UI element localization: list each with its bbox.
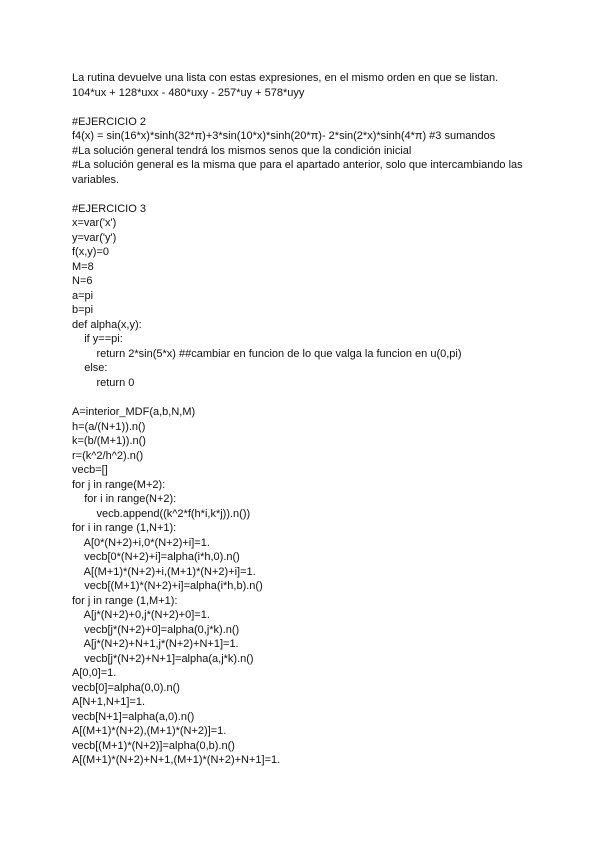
text-line: f4(x) = sin(16*x)*sinh(32*π)+3*sin(10*x)*sinh(20*π)- 2*sin(2*x)*sinh(4*π) #3 sumandos — [72, 130, 496, 143]
text-line: vecb[(M+1)*(N+2)]=alpha(0,b).n() — [72, 739, 235, 752]
text-line: vecb[0*(N+2)+i]=alpha(i*h,0).n() — [72, 551, 240, 564]
text-line: y=var('y') — [72, 231, 117, 244]
text-line: A[0*(N+2)+i,0*(N+2)+i]=1. — [72, 536, 210, 549]
text-line: h=(a/(N+1)).n() — [72, 420, 146, 433]
text-line: N=6 — [72, 275, 93, 288]
text-line: A=interior_MDF(a,b,N,M) — [72, 406, 196, 418]
text-line: k=(b/(M+1)).n() — [72, 435, 146, 447]
text-line: vecb[N+1]=alpha(a,0).n() — [72, 710, 195, 723]
text-line: M=8 — [72, 260, 94, 273]
text-line: def alpha(x,y): — [72, 318, 142, 331]
text-line: r=(k^2/h^2).n() — [72, 449, 144, 462]
text-line: 104*ux + 128*uxx - 480*uxy - 257*uy + 578*uyy — [72, 86, 305, 99]
text-line: return 2*sin(5*x) ##cambiar en funcion de lo que valga la funcion en u(0,pi) — [72, 347, 462, 360]
text-line: A[0,0]=1. — [72, 667, 117, 680]
text-line: if y==pi: — [72, 333, 123, 346]
text-line: #La solución general es la misma que para el apartado anterior, solo que intercambiando las — [72, 159, 523, 172]
text-line: vecb[(M+1)*(N+2)+i]=alpha(i*h,b).n() — [72, 580, 263, 593]
text-line: return 0 — [72, 376, 135, 389]
text-line: for j in range(M+2): — [72, 478, 166, 491]
text-line: A[(M+1)*(N+2)+i,(M+1)*(N+2)+i]=1. — [72, 565, 256, 578]
text-line: a=pi — [72, 289, 94, 302]
text-line: vecb[j*(N+2)+N+1]=alpha(a,j*k).n() — [72, 652, 254, 665]
text-line: vecb[0]=alpha(0,0).n() — [72, 681, 180, 694]
text-line: variables. — [72, 173, 120, 186]
text-line: A[j*(N+2)+N+1,j*(N+2)+N+1]=1. — [72, 638, 239, 651]
text-line: for i in range(N+2): — [72, 493, 177, 506]
text-line: A[(M+1)*(N+2)+N+1,(M+1)*(N+2)+N+1]=1. — [72, 754, 281, 767]
text-line: x=var('x') — [72, 217, 117, 230]
text-line: vecb[j*(N+2)+0]=alpha(0,j*k).n() — [72, 623, 240, 636]
text-line: vecb.append((k^2*f(h*i,k*j)).n()) — [72, 507, 251, 520]
text-line: b=pi — [72, 304, 94, 317]
text-line: La rutina devuelve una lista con estas expresiones, en el mismo orden en que se listan. — [72, 72, 499, 84]
text-line: #EJERCICIO 3 — [72, 202, 146, 215]
text-line: #EJERCICIO 2 — [72, 115, 146, 128]
text-line: for i in range (1,N+1): — [72, 522, 177, 535]
text-line: A[N+1,N+1]=1. — [72, 696, 146, 709]
text-line: A[j*(N+2)+0,j*(N+2)+0]=1. — [72, 609, 210, 622]
text-line: f(x,y)=0 — [72, 246, 109, 259]
text-line: A[(M+1)*(N+2),(M+1)*(N+2)]=1. — [72, 725, 227, 738]
text-line: vecb=[] — [72, 464, 108, 476]
text-line: #La solución general tendrá los mismos senos que la condición inicial — [72, 144, 412, 157]
text-line: for j in range (1,M+1): — [72, 594, 178, 607]
text-line: else: — [72, 362, 108, 375]
